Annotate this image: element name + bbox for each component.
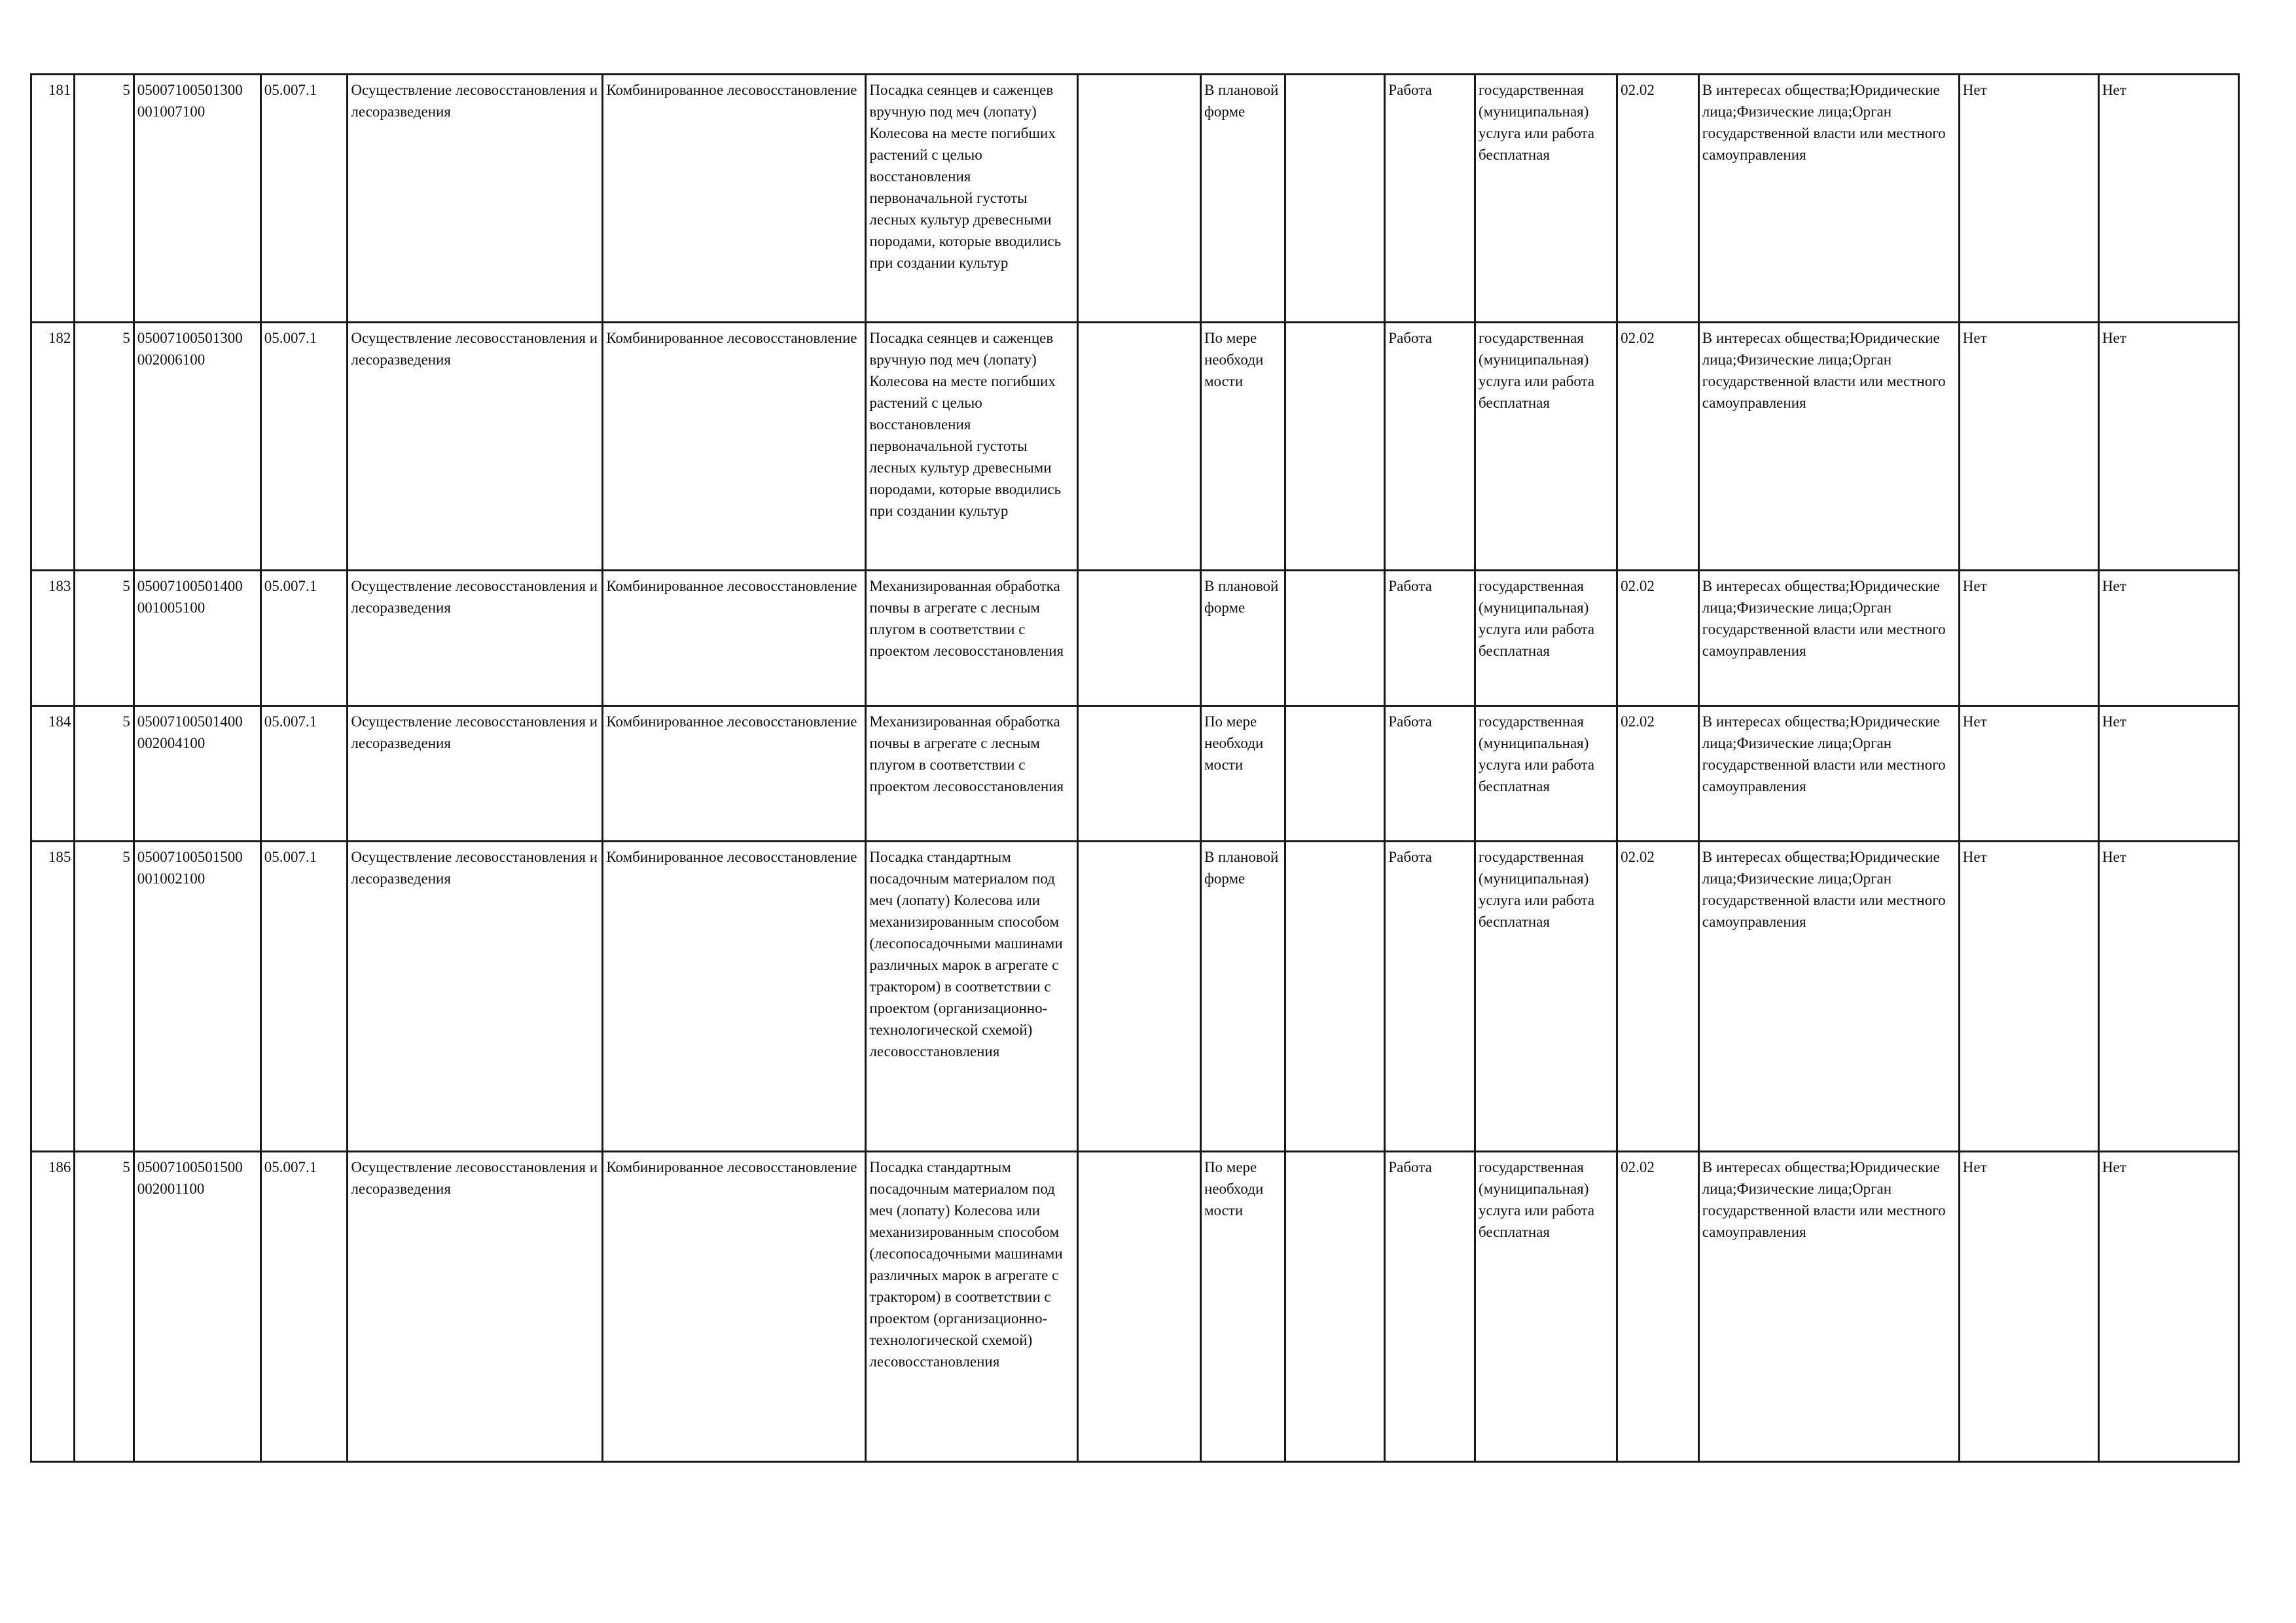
activity-name: Осуществление лесовосстановления и лесоразведения (348, 323, 603, 571)
consumer-categories: В интересах общества;Юридические лица;Физические лица;Орган государственной власти или местного самоуправления (1698, 706, 1959, 842)
row-number: 185 (31, 842, 75, 1152)
activity-name: Осуществление лесовосстановления и лесоразведения (348, 571, 603, 706)
work-type: Комбинированное лесовосстановление (603, 75, 866, 323)
empty-cell (1285, 323, 1385, 571)
consumer-categories: В интересах общества;Юридические лица;Физические лица;Орган государственной власти или местного самоуправления (1698, 75, 1959, 323)
work-content: Посадка стандартным посадочным материалом под меч (лопату) Колесова или механизированным способом (лесопосадочными машинами различных марок в агрегате с трактором) в соответствии с проектом (организационно-технологической схемой) лесовосстановления (866, 842, 1078, 1152)
performance-form: В плановой форме (1200, 842, 1285, 1152)
work-type: Комбинированное лесовосстановление (603, 571, 866, 706)
okved-code: 05.007.1 (260, 1152, 348, 1462)
section-code: 5 (75, 706, 134, 842)
service-kind: Работа (1385, 706, 1475, 842)
flag-cell: Нет (2098, 706, 2238, 842)
flag-cell: Нет (2098, 323, 2238, 571)
flag-cell: Нет (2098, 1152, 2238, 1462)
work-content: Посадка сеянцев и саженцев вручную под меч (лопату) Колесова на месте погибших растений с целью восстановления первоначальной густоты лесных культур древесными породами, которые вводились при создании культур (866, 323, 1078, 571)
performance-form: По мере необходи мости (1200, 706, 1285, 842)
section-code: 5 (75, 323, 134, 571)
flag-cell: Нет (1959, 323, 2098, 571)
registry-table (30, 73, 2240, 1463)
table-row (31, 571, 2239, 706)
row-number: 181 (31, 75, 75, 323)
row-number: 183 (31, 571, 75, 706)
category-code: 02.02 (1617, 571, 1699, 706)
activity-name: Осуществление лесовосстановления и лесоразведения (348, 706, 603, 842)
work-content: Механизированная обработка почвы в агрегате с лесным плугом в соответствии с проектом лесовосстановления (866, 706, 1078, 842)
flag-cell: Нет (1959, 842, 2098, 1152)
flag-cell: Нет (2098, 571, 2238, 706)
work-content: Механизированная обработка почвы в агрегате с лесным плугом в соответствии с проектом лесовосстановления (866, 571, 1078, 706)
registry-code: 05007100501400 002004100 (134, 706, 260, 842)
activity-name: Осуществление лесовосстановления и лесоразведения (348, 1152, 603, 1462)
performance-form: По мере необходи мости (1200, 323, 1285, 571)
payment-type: государственная (муниципальная) услуга или работа бесплатная (1475, 571, 1617, 706)
empty-cell (1078, 706, 1201, 842)
payment-type: государственная (муниципальная) услуга или работа бесплатная (1475, 842, 1617, 1152)
performance-form: По мере необходи мости (1200, 1152, 1285, 1462)
service-kind: Работа (1385, 75, 1475, 323)
flag-cell: Нет (2098, 75, 2238, 323)
table-row (31, 323, 2239, 571)
work-type: Комбинированное лесовосстановление (603, 842, 866, 1152)
empty-cell (1285, 571, 1385, 706)
flag-cell: Нет (1959, 75, 2098, 323)
payment-type: государственная (муниципальная) услуга или работа бесплатная (1475, 706, 1617, 842)
empty-cell (1078, 323, 1201, 571)
okved-code: 05.007.1 (260, 842, 348, 1152)
empty-cell (1078, 1152, 1201, 1462)
empty-cell (1078, 75, 1201, 323)
category-code: 02.02 (1617, 75, 1699, 323)
row-number: 182 (31, 323, 75, 571)
section-code: 5 (75, 75, 134, 323)
activity-name: Осуществление лесовосстановления и лесоразведения (348, 842, 603, 1152)
registry-code: 05007100501300 001007100 (134, 75, 260, 323)
registry-code: 05007100501300 002006100 (134, 323, 260, 571)
flag-cell: Нет (1959, 1152, 2098, 1462)
category-code: 02.02 (1617, 1152, 1699, 1462)
table-row (31, 842, 2239, 1152)
payment-type: государственная (муниципальная) услуга или работа бесплатная (1475, 75, 1617, 323)
empty-cell (1078, 842, 1201, 1152)
flag-cell: Нет (1959, 706, 2098, 842)
performance-form: В плановой форме (1200, 75, 1285, 323)
okved-code: 05.007.1 (260, 571, 348, 706)
row-number: 186 (31, 1152, 75, 1462)
flag-cell: Нет (1959, 571, 2098, 706)
consumer-categories: В интересах общества;Юридические лица;Физические лица;Орган государственной власти или местного самоуправления (1698, 1152, 1959, 1462)
work-type: Комбинированное лесовосстановление (603, 1152, 866, 1462)
flag-cell: Нет (2098, 842, 2238, 1152)
category-code: 02.02 (1617, 842, 1699, 1152)
okved-code: 05.007.1 (260, 706, 348, 842)
registry-code: 05007100501400 001005100 (134, 571, 260, 706)
service-kind: Работа (1385, 842, 1475, 1152)
empty-cell (1285, 842, 1385, 1152)
empty-cell (1078, 571, 1201, 706)
row-number: 184 (31, 706, 75, 842)
work-content: Посадка сеянцев и саженцев вручную под меч (лопату) Колесова на месте погибших растений с целью восстановления первоначальной густоты лесных культур древесными породами, которые вводились при создании культур (866, 75, 1078, 323)
service-kind: Работа (1385, 323, 1475, 571)
consumer-categories: В интересах общества;Юридические лица;Физические лица;Орган государственной власти или местного самоуправления (1698, 842, 1959, 1152)
payment-type: государственная (муниципальная) услуга или работа бесплатная (1475, 1152, 1617, 1462)
section-code: 5 (75, 1152, 134, 1462)
service-kind: Работа (1385, 571, 1475, 706)
consumer-categories: В интересах общества;Юридические лица;Физические лица;Орган государственной власти или местного самоуправления (1698, 323, 1959, 571)
section-code: 5 (75, 842, 134, 1152)
okved-code: 05.007.1 (260, 323, 348, 571)
okved-code: 05.007.1 (260, 75, 348, 323)
consumer-categories: В интересах общества;Юридические лица;Физические лица;Орган государственной власти или местного самоуправления (1698, 571, 1959, 706)
table-row (31, 1152, 2239, 1462)
table-row (31, 75, 2239, 323)
performance-form: В плановой форме (1200, 571, 1285, 706)
category-code: 02.02 (1617, 706, 1699, 842)
work-type: Комбинированное лесовосстановление (603, 706, 866, 842)
activity-name: Осуществление лесовосстановления и лесоразведения (348, 75, 603, 323)
table-row (31, 706, 2239, 842)
work-content: Посадка стандартным посадочным материалом под меч (лопату) Колесова или механизированным способом (лесопосадочными машинами различных марок в агрегате с трактором) в соответствии с проектом (организационно-технологической схемой) лесовосстановления (866, 1152, 1078, 1462)
section-code: 5 (75, 571, 134, 706)
category-code: 02.02 (1617, 323, 1699, 571)
service-kind: Работа (1385, 1152, 1475, 1462)
registry-code: 05007100501500 002001100 (134, 1152, 260, 1462)
empty-cell (1285, 706, 1385, 842)
registry-code: 05007100501500 001002100 (134, 842, 260, 1152)
work-type: Комбинированное лесовосстановление (603, 323, 866, 571)
empty-cell (1285, 1152, 1385, 1462)
payment-type: государственная (муниципальная) услуга или работа бесплатная (1475, 323, 1617, 571)
empty-cell (1285, 75, 1385, 323)
